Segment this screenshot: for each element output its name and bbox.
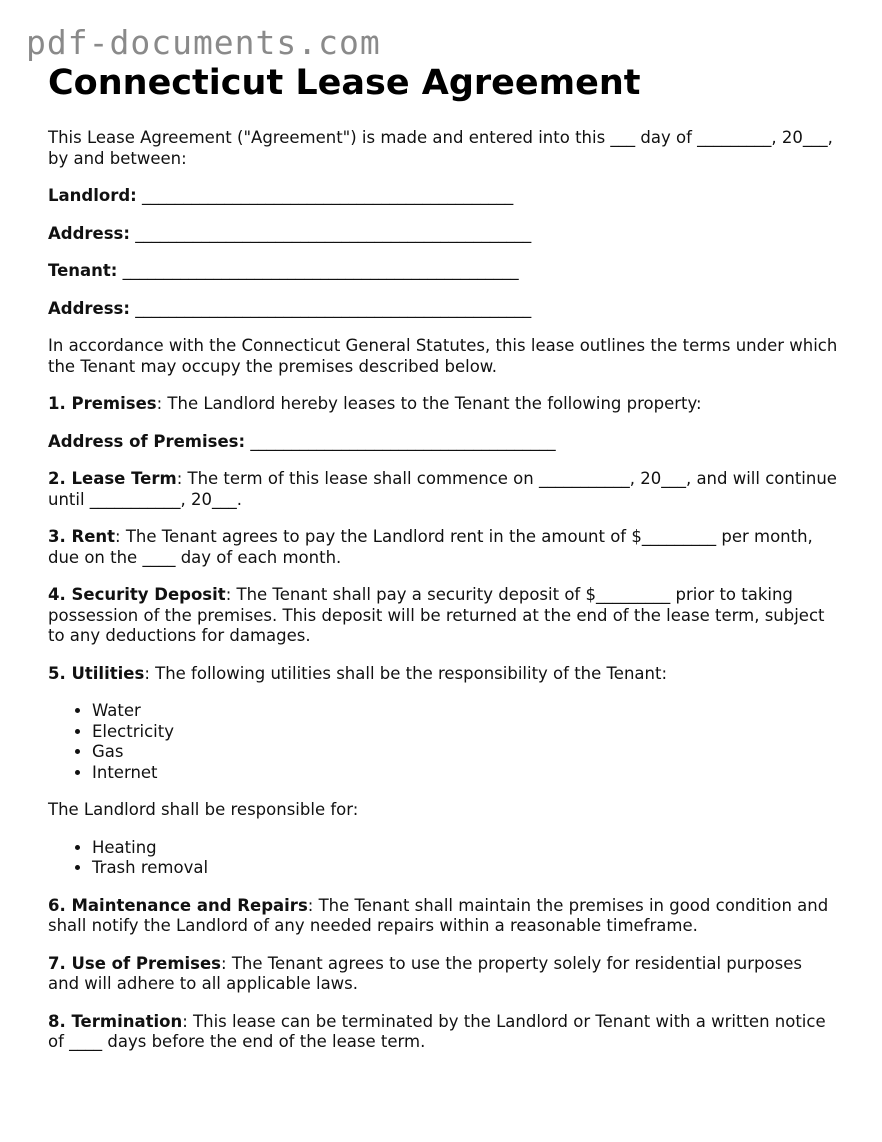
landlord-address-field (48, 224, 838, 245)
tenant-address-label: Address: (48, 298, 130, 318)
section-termination (48, 1012, 838, 1053)
landlord-field (48, 186, 838, 207)
section-termination-text: : This lease can be terminated by the Landlord or Tenant with a written notice of ____ days before the end of the lease term. (48, 1011, 826, 1051)
section-utilities-text: : The following utilities shall be the responsibility of the Tenant: (144, 663, 668, 683)
list-item: • Trash removal (92, 858, 838, 879)
watermark: pdf-documents.com (26, 23, 381, 62)
section-premises-text: : The Landlord hereby leases to the Tenant the following property: (156, 394, 702, 413)
section-premises-heading: 1. Premises (48, 394, 157, 413)
tenant-address-field (48, 299, 838, 320)
section-maintenance-heading: 6. Maintenance and Repairs (48, 895, 308, 915)
tenant-utilities-list (48, 701, 838, 783)
document-title: Connecticut Lease Agreement (48, 63, 641, 103)
section-utilities (48, 664, 838, 685)
tenant-field (48, 261, 838, 282)
premises-address-field (48, 432, 838, 453)
section-maintenance (48, 896, 838, 937)
list-item: • Heating (92, 838, 838, 859)
section-utilities-heading: 5. Utilities (48, 663, 145, 683)
section-premises (48, 394, 838, 415)
landlord-address-blank: ________________________________________________ (135, 223, 532, 243)
list-item: • Internet (92, 763, 838, 784)
section-rent (48, 527, 838, 568)
document (48, 62, 838, 1070)
intro-paragraph: This Lease Agreement ("Agreement") is made and entered into this ___ day of _________, 20___, by and between: (48, 128, 833, 168)
section-termination-heading: 8. Termination (48, 1011, 183, 1031)
tenant-label: Tenant: (48, 261, 118, 280)
section-security-deposit-heading: 4. Security Deposit (48, 585, 226, 604)
section-use-of-premises (48, 954, 838, 995)
list-item: • Electricity (92, 722, 838, 743)
section-lease-term (48, 469, 838, 510)
section-lease-term-text: : The term of this lease shall commence on ___________, 20___, and will continue until ___________, 20___. (48, 469, 837, 509)
section-rent-text: : The Tenant agrees to pay the Landlord rent in the amount of $_________ per month, due on the ____ day of each month. (48, 527, 813, 567)
premises-address-blank: _____________________________________ (250, 431, 556, 451)
tenant-blank: ________________________________________________ (122, 261, 519, 280)
section-use-of-premises-text: : The Tenant agrees to use the property solely for residential purposes and will adhere to all applicable laws. (48, 953, 802, 993)
landlord-utilities-intro: The Landlord shall be responsible for: (48, 800, 359, 819)
section-lease-term-heading: 2. Lease Term (48, 469, 177, 488)
landlord-blank: _____________________________________________ (142, 186, 514, 205)
section-maintenance-text: : The Tenant shall maintain the premises in good condition and shall notify the Landlord of any needed repairs within a reasonable timeframe. (48, 895, 829, 935)
landlord-label: Landlord: (48, 186, 137, 205)
list-item: • Water (92, 701, 838, 722)
landlord-address-label: Address: (48, 223, 130, 243)
premises-address-label: Address of Premises: (48, 431, 246, 451)
section-rent-heading: 3. Rent (48, 527, 116, 546)
tenant-address-blank: ________________________________________________ (135, 298, 532, 318)
section-security-deposit (48, 585, 838, 647)
list-item: • Gas (92, 742, 838, 763)
section-use-of-premises-heading: 7. Use of Premises (48, 953, 222, 973)
landlord-utilities-list (48, 838, 838, 879)
statute-paragraph: In accordance with the Connecticut General Statutes, this lease outlines the terms under which the Tenant may occupy the premises described below. (48, 336, 838, 376)
section-security-deposit-text: : The Tenant shall pay a security deposit of $_________ prior to taking possession of the premises. This deposit will be returned at the end of the lease term, subject to any deductions for damages. (48, 585, 825, 645)
